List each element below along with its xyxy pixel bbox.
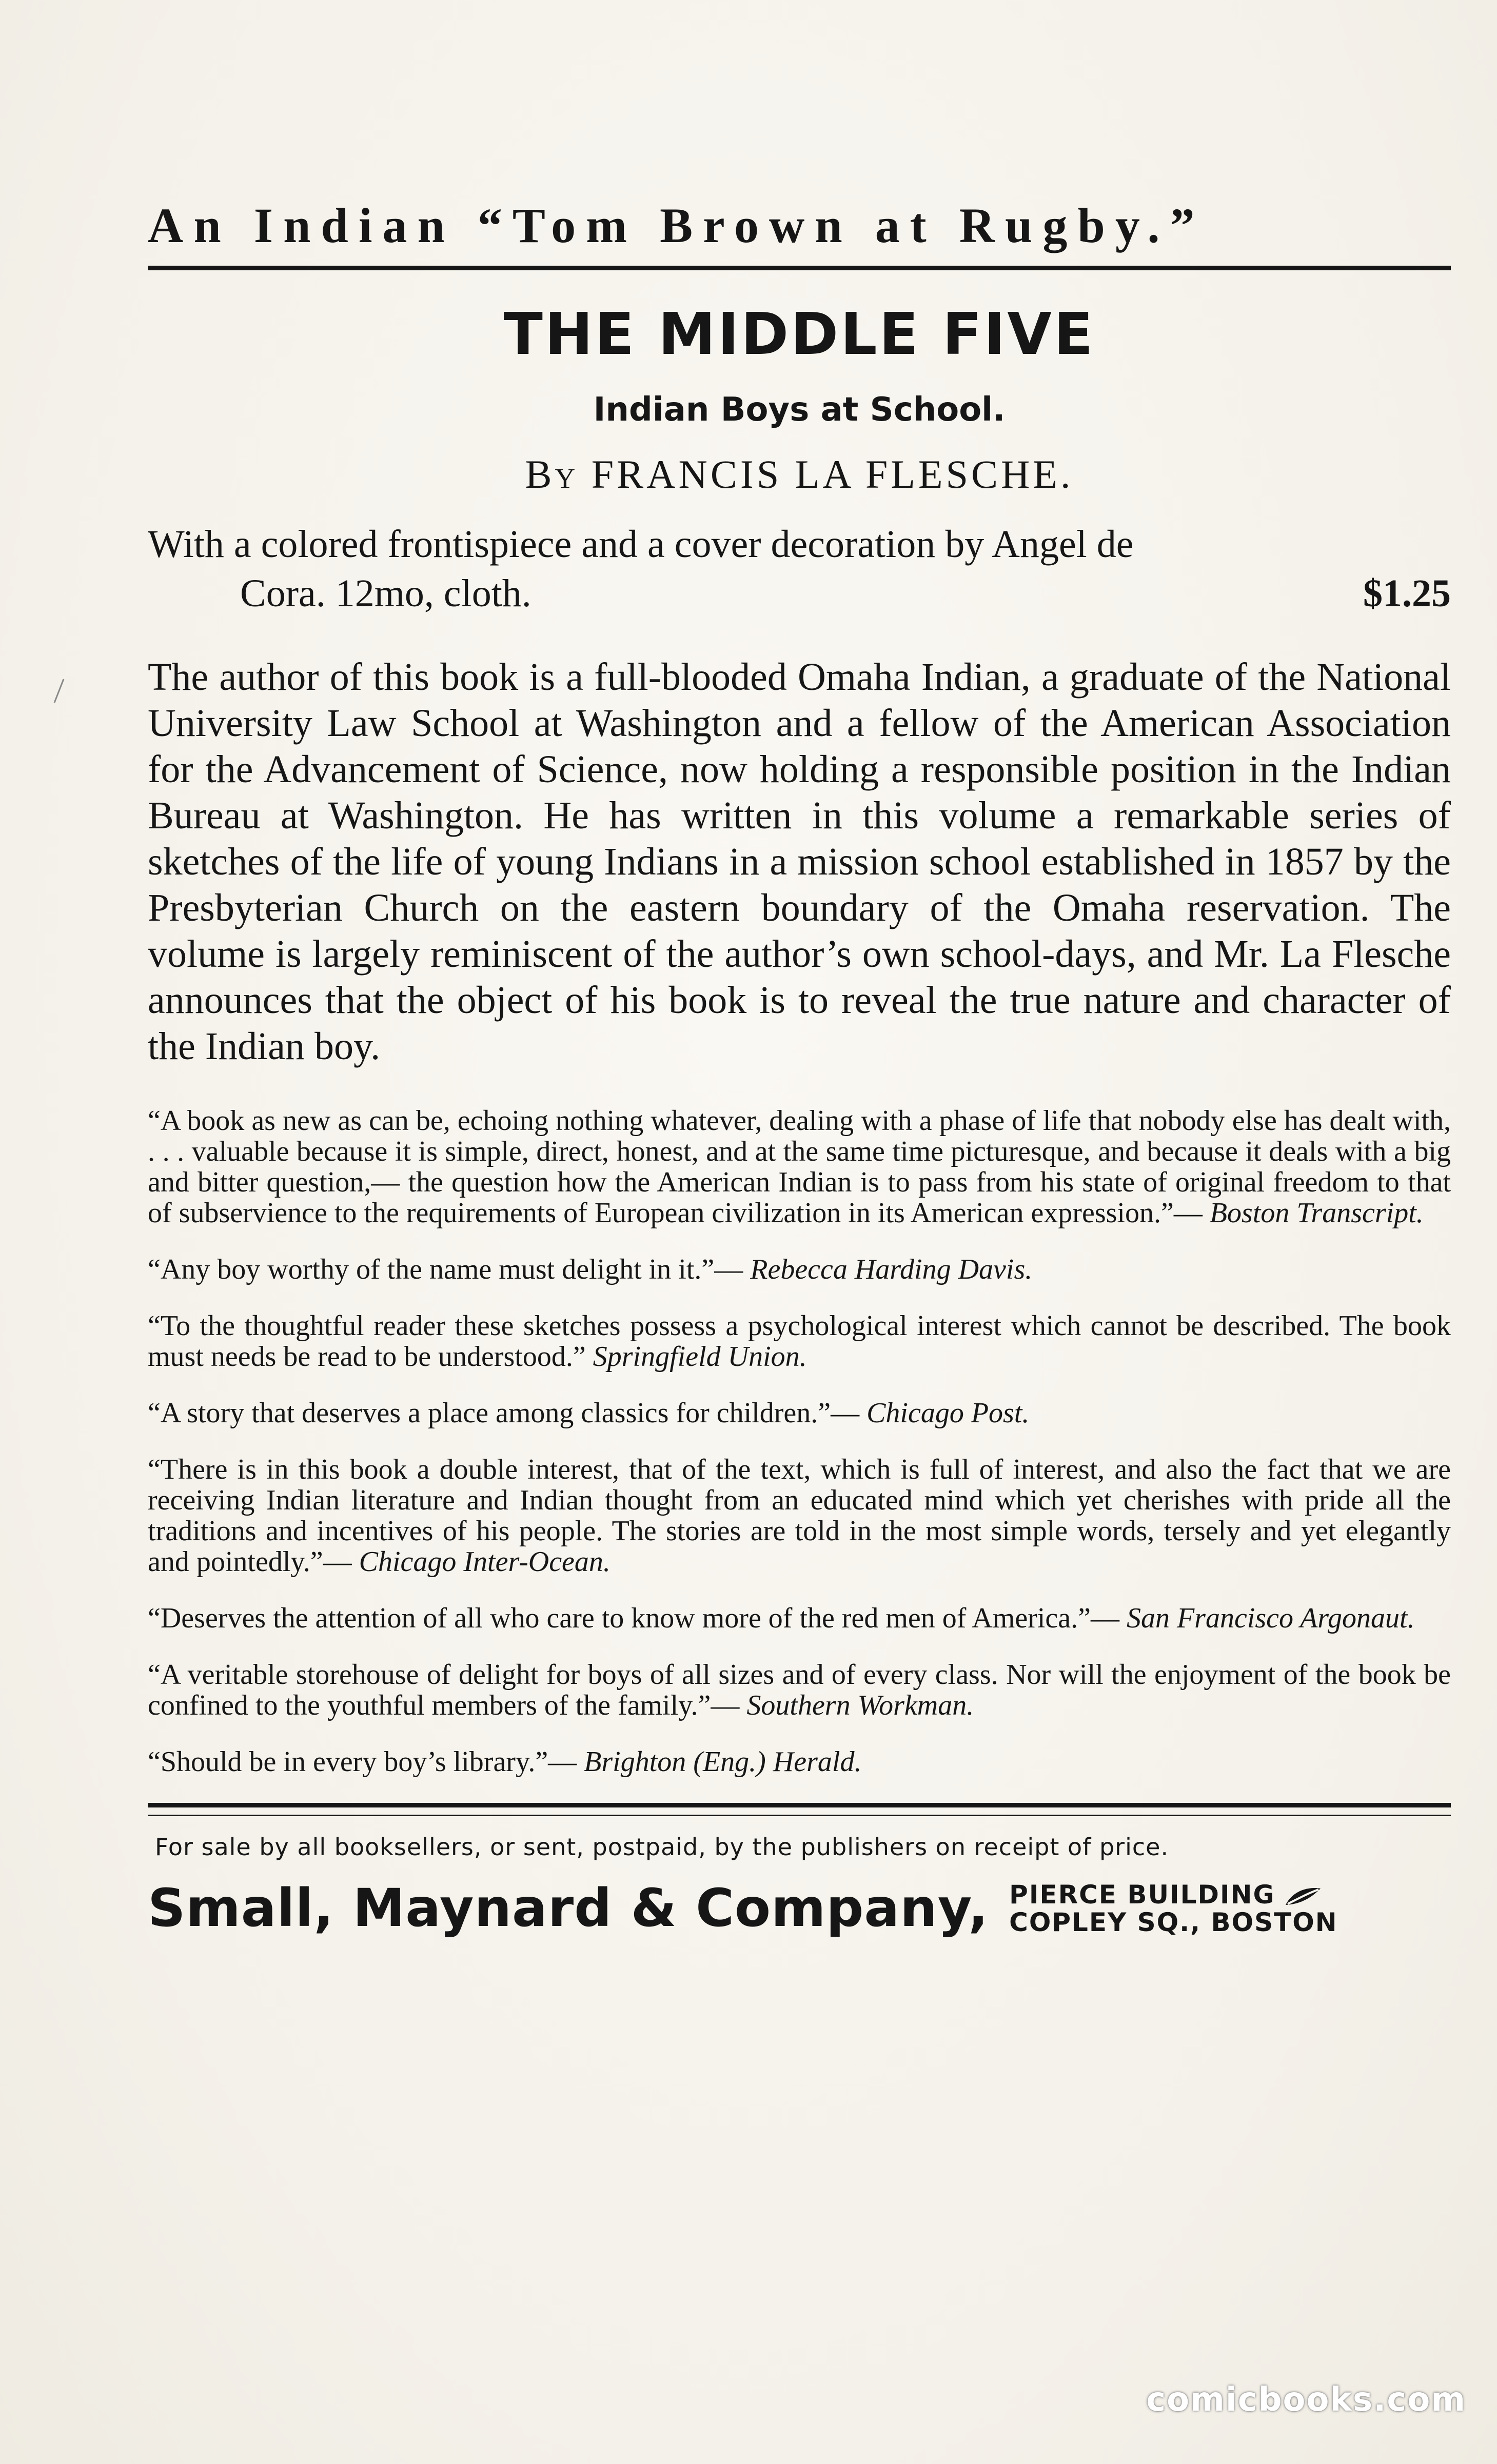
footer-rules <box>148 1803 1451 1816</box>
review-quote <box>148 1398 1451 1428</box>
review-text: “A story that deserves a place among classics for children.”— <box>148 1397 867 1429</box>
book-summary-paragraph: The author of this book is a full-blooded Omaha Indian, a graduate of the National University Law School at Washington and a fellow of the American Association for the Advancement of Science, now holding a responsible position in the Indian Bureau at Washington. He has written in this volume a remarkable series of sketches of the life of young Indians in a mission school established in 1857 by the Presbyterian Church on the eastern boundary of the Omaha reservation. The volume is largely reminiscent of the author’s own school-days, and Mr. La Flesche announces that the object of his book is to reveal the true nature and character of the Indian boy. <box>148 655 1451 1068</box>
book-description <box>148 520 1451 618</box>
footer-rule-thick <box>148 1803 1451 1807</box>
review-text: “There is in this book a double interest, that of the text, which is full of interest, and also the fact that we are receiving Indian literature and Indian thought from an educated mind which yet cherishes with pride all the traditions and incentives of his people. The stories are told in the most simple words, tersely and yet elegantly and pointedly.”— <box>148 1454 1451 1578</box>
description-line-1: With a colored frontispiece and a cover decoration by Angel de <box>148 523 1134 566</box>
sale-notice: For sale by all booksellers, or sent, postpaid, by the publishers on receipt of price. <box>155 1833 1169 1861</box>
review-source: Springfield Union. <box>593 1341 807 1373</box>
review-quote <box>148 1310 1451 1372</box>
author-name: FRANCIS LA FLESCHE. <box>591 452 1074 496</box>
review-text: “To the thoughtful reader these sketches possess a psychological interest which cannot be described. The book must needs be read to be understood.” <box>148 1310 1451 1373</box>
address-line-1: PIERCE BUILDING <box>1009 1881 1337 1909</box>
byline-by: By <box>525 452 579 496</box>
publisher-name: Small, Maynard & Company, <box>148 1878 989 1939</box>
footer-rule-thin <box>148 1815 1451 1816</box>
review-quote <box>148 1603 1451 1634</box>
review-source: Brighton (Eng.) Herald. <box>584 1746 862 1778</box>
review-text: “Should be in every boy’s library.”— <box>148 1746 584 1778</box>
book-subtitle: Indian Boys at School. <box>593 391 1006 429</box>
book-price: $1.25 <box>1363 572 1451 615</box>
review-source: Boston Transcript. <box>1209 1197 1424 1229</box>
site-watermark: comicbooks.com <box>1146 2381 1466 2419</box>
review-text: “A veritable storehouse of delight for boys of all sizes and of every class. Nor will the enjoyment of the book be confined to the youthful members of the family.”— <box>148 1659 1451 1721</box>
review-text: “Deserves the attention of all who care to know more of the red men of America.”— <box>148 1602 1127 1634</box>
running-head: An Indian “Tom Brown at Rugby.” <box>148 198 1205 253</box>
review-text: “Any boy worthy of the name must delight in it.”— <box>148 1254 751 1285</box>
review-quote <box>148 1746 1451 1777</box>
book-title: THE MIDDLE FIVE <box>503 301 1095 368</box>
review-quote <box>148 1659 1451 1721</box>
header-rule <box>148 266 1451 270</box>
publisher-address <box>1009 1881 1337 1936</box>
review-quote <box>148 1254 1451 1285</box>
address-line-2: COPLEY SQ., BOSTON <box>1009 1907 1338 1937</box>
review-text: “A book as new as can be, echoing nothing whatever, dealing with a phase of life that nobody else has dealt with, . . . valuable because it is simple, direct, honest, and at the same time picturesque, and because it deals with a big and bitter question,— the question how the American Indian is to pass from his state of original freedom to that of subservience to the requirements of European civilization in its American expression.”— <box>148 1105 1451 1229</box>
review-source: San Francisco Argonaut. <box>1126 1602 1415 1634</box>
review-source: Chicago Post. <box>866 1397 1030 1429</box>
review-quote <box>148 1454 1451 1577</box>
review-quote <box>148 1105 1451 1228</box>
ad-content <box>148 195 1451 1939</box>
press-reviews <box>148 1105 1451 1777</box>
review-source: Southern Workman. <box>746 1690 974 1721</box>
description-format: Cora. 12mo, cloth. <box>240 572 531 615</box>
byline <box>148 450 1451 499</box>
stray-pen-mark <box>51 677 67 708</box>
review-source: Rebecca Harding Davis. <box>750 1254 1033 1285</box>
review-source: Chicago Inter-Ocean. <box>359 1546 610 1578</box>
leaf-ornament-icon <box>1283 1885 1324 1908</box>
description-line-2 <box>148 569 1451 618</box>
publisher-imprint <box>148 1878 1451 1939</box>
